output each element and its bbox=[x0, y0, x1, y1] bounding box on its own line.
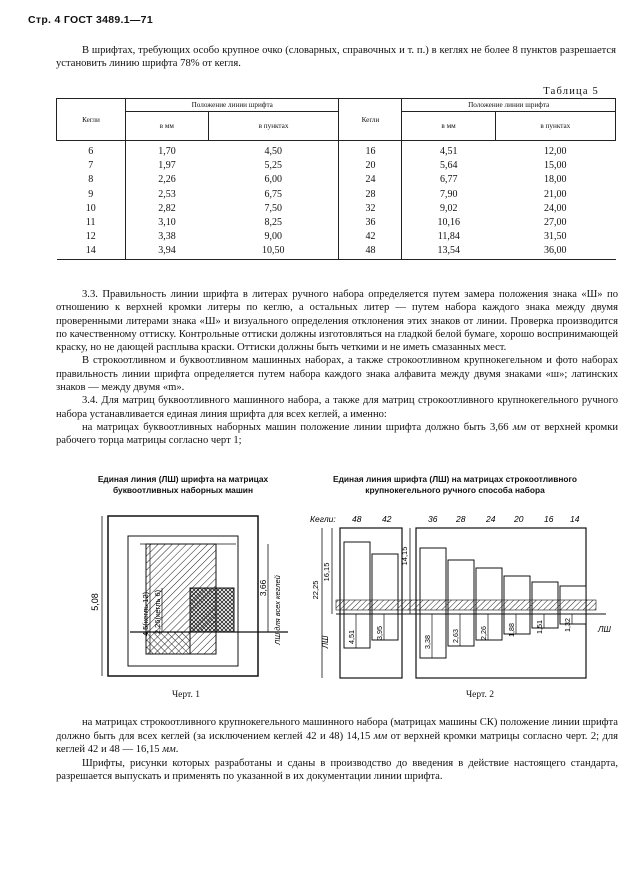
table-cell: 4,51 bbox=[440, 146, 458, 157]
fig2-dim-value: 3,95 bbox=[375, 626, 384, 640]
col-position-right: Положение линии шрифта bbox=[402, 99, 616, 112]
table-row bbox=[57, 159, 616, 173]
table-cell: 10 bbox=[57, 202, 126, 216]
fig1-dim-k12: 4,5(кегль 12) bbox=[141, 591, 150, 637]
paragraph-machine: В строкоотливном и буквоотливном машинных наборах, а также строкоотливном крупнокегельном и фото наборах правильность линии шрифта определяется путем набора каждого знака алфавита между двумя знаками «ш»; латинских знаков — между двумя «m». bbox=[56, 355, 618, 394]
body-section-3 bbox=[56, 288, 618, 448]
p34b-pre: на матрицах буквоотливных наборных машин положение линии шрифта должно быть 3,66 bbox=[82, 421, 509, 433]
fig2-kegl-label: 36 bbox=[428, 514, 438, 524]
fig2-caption: Черт. 2 bbox=[466, 690, 494, 700]
table-cell: 12,00 bbox=[544, 146, 567, 157]
fig2-dim-22: 22,25 bbox=[311, 580, 320, 600]
table-row bbox=[57, 141, 616, 160]
table-cell: 6,00 bbox=[208, 173, 339, 187]
pend1-pre: на матрицах строкоотливного крупнокегельного машинного набора (матрицах машины СК) положение линии шрифта должно быть для всех кеглей (за исключением кеглей 42 и 48) 14,15 bbox=[56, 717, 618, 742]
fig1-lsh-label: ЛШ для всех кеглей bbox=[273, 575, 282, 645]
table-cell: 9 bbox=[57, 188, 126, 202]
fig1-dim-total: 5,08 bbox=[90, 593, 100, 611]
table-cell: 5,64 bbox=[440, 160, 458, 172]
table-cell: 8 bbox=[57, 173, 126, 187]
table-cell: 6,75 bbox=[208, 188, 339, 202]
fig1-title: Единая линия (ЛШ) шрифта на матрицах буквоотливных наборных машин bbox=[97, 474, 269, 495]
table-cell: 3,38 bbox=[158, 231, 176, 243]
paragraph-3-4b bbox=[56, 421, 618, 448]
col-kegli-right: Кегли bbox=[339, 99, 402, 141]
table-cell: 10,50 bbox=[208, 244, 339, 259]
fig2-dim-16: 16,15 bbox=[322, 562, 331, 582]
table-cell: 24,00 bbox=[544, 202, 567, 214]
table-cell: 36 bbox=[339, 216, 402, 230]
p34b-post: от верхней кромки рабочего торца матрицы согласно черт 1; bbox=[56, 421, 619, 447]
paragraph-3-4: 3.4. Для матриц буквоотливного машинного набора, а также для матриц строкоотливного крупнокегельного ручного набора устанавливается единая линия шрифта для всех кеглей, а именно: bbox=[56, 395, 618, 420]
table-row bbox=[57, 173, 616, 187]
fig2-kegl-label: 48 bbox=[352, 514, 362, 524]
unit-mm: мм bbox=[512, 421, 527, 433]
col-mm-left: в мм bbox=[126, 112, 209, 141]
figure-2 bbox=[300, 508, 616, 688]
pend1-mid: от верхней кромки матрицы согласно черт. 2; для кеглей 42 и 48 — 16,15 bbox=[56, 730, 618, 756]
table-row bbox=[57, 230, 616, 244]
fig2-kegl-label: 20 bbox=[514, 514, 524, 524]
table-cell: 27,00 bbox=[544, 217, 567, 229]
table-cell: 7,90 bbox=[440, 188, 458, 200]
table-body bbox=[57, 141, 616, 260]
table-row bbox=[57, 244, 616, 259]
body-end bbox=[56, 716, 618, 784]
fig2-title: Единая линия шрифта (ЛШ) на матрицах строкоотливного крупнокегельного ручного способа набора bbox=[332, 474, 578, 495]
fig2-kegli-label: Кегли: bbox=[310, 514, 336, 524]
table-cell: 9,02 bbox=[440, 202, 458, 214]
table-cell: 6 bbox=[57, 141, 126, 160]
fig2-kegl-label: 16 bbox=[544, 514, 554, 524]
fig2-kegl-label: 14 bbox=[570, 514, 580, 524]
table-cell: 10,16 bbox=[437, 217, 461, 229]
table-row bbox=[57, 216, 616, 230]
fig2-lsh-right: ЛШ bbox=[598, 625, 611, 634]
fig2-kegl-label: 28 bbox=[456, 514, 466, 524]
table-cell: 8,25 bbox=[208, 216, 339, 230]
intro-paragraph: В шрифтах, требующих особо крупное очко (словарных, справочных и т. п.) в кеглях не более 8 пунктов разрешается установить линию шрифта 78% от кегля. bbox=[56, 45, 616, 70]
table-cell: 11,84 bbox=[437, 231, 460, 243]
table-cell: 15,00 bbox=[544, 160, 567, 172]
fig2-dim-value: 2,26 bbox=[479, 626, 488, 640]
fig1-dim-k6: 2,26(кегль 6) bbox=[153, 589, 162, 635]
fig2-dim-value: 2,63 bbox=[451, 629, 460, 643]
table-cell: 9,00 bbox=[208, 230, 339, 244]
table-cell: 13,54 bbox=[437, 245, 461, 257]
table-cell: 3,10 bbox=[158, 217, 176, 229]
table-caption: Таблица 5 bbox=[543, 86, 599, 97]
paragraph-sk bbox=[56, 716, 618, 757]
table-cell: 11 bbox=[57, 216, 126, 230]
table-cell: 12 bbox=[57, 230, 126, 244]
fig2-dim-value: 1,32 bbox=[563, 618, 572, 632]
table-cell: 2,53 bbox=[158, 188, 176, 200]
table-cell: 18,00 bbox=[544, 174, 567, 186]
table-cell: 1,70 bbox=[158, 146, 176, 157]
fig2-dim-value: 1,51 bbox=[535, 620, 544, 634]
table-row bbox=[57, 202, 616, 216]
fig1-bottom-block bbox=[146, 632, 190, 654]
fig2-dim-value: 4,51 bbox=[347, 630, 356, 644]
unit-mm-3: мм bbox=[162, 744, 176, 756]
paragraph-fonts: Шрифты, рисунки которых разработаны и сданы в производство до введения в действие настоящего стандарта, разрешается выпускать и применять по указанной в их документации линии шрифта. bbox=[56, 757, 618, 783]
table-cell: 14 bbox=[57, 244, 126, 259]
table-cell: 48 bbox=[339, 244, 402, 259]
fig1-letter-k6 bbox=[190, 588, 234, 632]
table-row bbox=[57, 188, 616, 202]
col-position-left: Положение линии шрифта bbox=[126, 99, 339, 112]
page-header: Стр. 4 ГОСТ 3489.1—71 bbox=[28, 14, 153, 26]
paragraph-3-3: 3.3. Правильность линии шрифта в литерах ручного набора определяется путем замера положения знака «Ш» по отношению к верхней кромки литеры по кеглю, а остальных литер — путем набора каждого знака между двумя проверенными литерами знака «Ш» и визуального определения отклонения этих знаков от линии. Проверка производится по качественному оттиску. Контрольные оттиски должны изготовляться на гладкой белой бумаге, хорошо воспринимающей краску, но не дающей расплыва краски. Оттиски должны быть четкими и не иметь смазанных мест. bbox=[56, 289, 618, 354]
fig1-dim-lsh: 3,66 bbox=[258, 579, 268, 597]
table-cell: 5,25 bbox=[208, 159, 339, 173]
fig2-kegl-label: 42 bbox=[382, 514, 392, 524]
table-cell: 2,26 bbox=[158, 174, 176, 186]
fig2-dim-14: 14,15 bbox=[400, 546, 409, 566]
table-cell: 6,77 bbox=[440, 174, 458, 186]
table-cell: 16 bbox=[339, 141, 402, 160]
table-5 bbox=[56, 98, 616, 260]
table-cell: 4,50 bbox=[208, 141, 339, 160]
table-cell: 28 bbox=[339, 188, 402, 202]
fig2-dim-value: 3,38 bbox=[423, 635, 432, 649]
figure-1 bbox=[90, 506, 290, 686]
table-cell: 36,00 bbox=[544, 245, 567, 257]
table-cell: 42 bbox=[339, 230, 402, 244]
unit-mm-2: мм bbox=[373, 730, 388, 742]
table-cell: 7,50 bbox=[208, 202, 339, 216]
table-cell: 7 bbox=[57, 159, 126, 173]
fig2-dim-value: 1,88 bbox=[507, 623, 516, 637]
table-cell: 1,97 bbox=[158, 160, 176, 172]
table-cell: 20 bbox=[339, 159, 402, 173]
col-points-left: в пунктах bbox=[208, 112, 339, 141]
fig2-lsh-band bbox=[336, 600, 596, 610]
fig2-lsh-left: ЛШ bbox=[321, 635, 330, 649]
fig2-kegl-label: 24 bbox=[486, 514, 496, 524]
pend1-post: . bbox=[175, 744, 179, 756]
table-cell: 31,50 bbox=[544, 231, 567, 243]
table-cell: 21,00 bbox=[544, 188, 567, 200]
col-points-right: в пунктах bbox=[495, 112, 615, 141]
table-cell: 3,94 bbox=[158, 245, 176, 257]
col-mm-right: в мм bbox=[402, 112, 495, 141]
table-cell: 2,82 bbox=[158, 202, 176, 214]
fig1-caption: Черт. 1 bbox=[172, 690, 200, 700]
table-cell: 32 bbox=[339, 202, 402, 216]
table-cell: 24 bbox=[339, 173, 402, 187]
col-kegli-left: Кегли bbox=[57, 99, 126, 141]
